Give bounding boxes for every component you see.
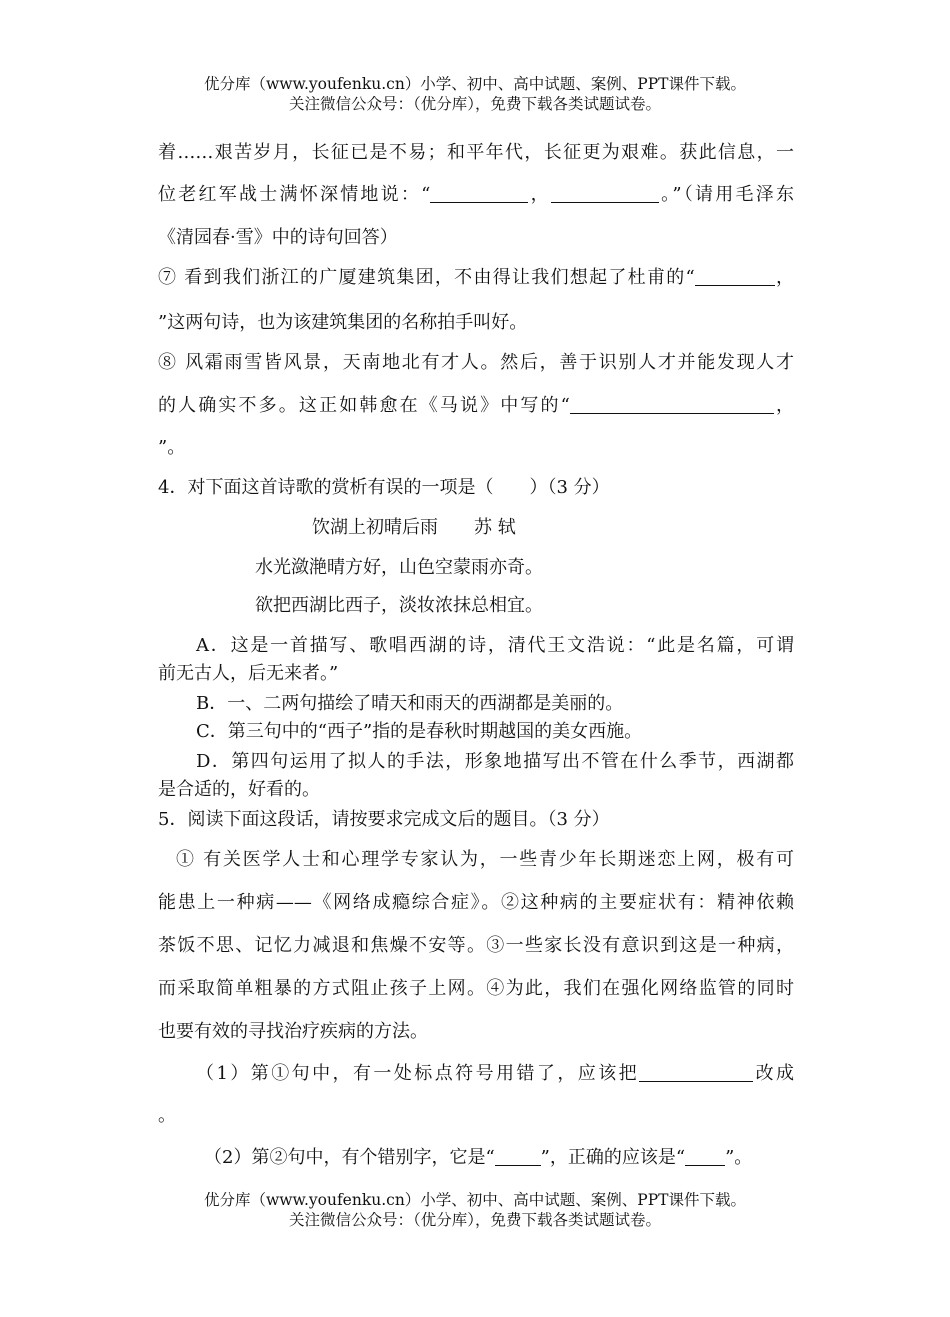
answer-blank[interactable] — [695, 267, 775, 286]
q5-sub2 — [204, 1146, 840, 1170]
item-8-text: 的人确实不多。这正如韩愈在《马说》中写的“ — [158, 395, 570, 416]
q5-paragraph-line-5: 也要有效的寻找治疗疾病的方法。 — [158, 1021, 428, 1042]
q5-sub2-text-c: ”。 — [725, 1147, 753, 1168]
answer-blank[interactable] — [495, 1147, 541, 1166]
q5-sub1-text: （1）第①句中，有一处标点符号用错了，应该把 — [196, 1063, 640, 1084]
item-7-comma: ， — [774, 267, 795, 288]
footer-line-1: 优分库（www.youfenku.cn）小学、初中、高中试题、案例、PPT课件下载。 — [203, 1191, 747, 1209]
answer-blank[interactable] — [570, 395, 774, 414]
header-line-1: 优分库（www.youfenku.cn）小学、初中、高中试题、案例、PPT课件下载。 — [203, 75, 747, 93]
item-8-line-2 — [158, 394, 794, 418]
poem-line-1: 水光潋滟晴方好，山色空蒙雨亦奇。 — [255, 557, 543, 578]
item-8-line-1: ⑧ 风霜雨雪皆风景，天南地北有才人。然后，善于识别人才并能发现人才 — [158, 352, 794, 373]
item-7-line-2: ”这两句诗，也为该建筑集团的名称拍手叫好。 — [158, 312, 528, 333]
item-8-line-3: ”。 — [158, 437, 186, 458]
answer-blank[interactable] — [551, 184, 659, 203]
q5-paragraph-line-2: 能患上一种病——《网络成瘾综合症》。②这种病的主要症状有：精神依赖 — [158, 892, 794, 913]
page-header — [0, 74, 950, 114]
q5-sub2-text-b: ”，正确的应该是“ — [540, 1147, 686, 1168]
q3-line-1: 着……艰苦岁月，长征已是不易；和平年代，长征更为艰难。获此信息，一 — [158, 142, 794, 163]
option-a-line-2: 前无古人，后无来者。” — [158, 663, 339, 684]
option-d-line-2: 是合适的，好看的。 — [158, 779, 320, 800]
answer-blank[interactable] — [430, 184, 528, 203]
item-8-comma: ， — [773, 395, 795, 416]
q3-line-2 — [158, 183, 794, 207]
q3-line-3: 《清园春·雪》中的诗句回答） — [158, 227, 398, 248]
option-b: B．一、二两句描绘了晴天和雨天的西湖都是美丽的。 — [196, 693, 624, 714]
footer-line-2: 关注微信公众号：（优分库），免费下载各类试题试卷。 — [288, 1211, 661, 1229]
q5-stem: 5．阅读下面这段话，请按要求完成文后的题目。（3 分） — [158, 809, 610, 830]
q4-stem: 4．对下面这首诗歌的赏析有误的一项是（ ）（3 分） — [158, 477, 610, 498]
option-a-line-1: A．这是一首描写、歌唱西湖的诗，清代王文浩说：“此是名篇，可谓 — [196, 635, 794, 656]
q5-paragraph-line-1: ① 有关医学人士和心理学专家认为，一些青少年长期迷恋上网，极有可 — [176, 849, 794, 870]
answer-blank[interactable] — [639, 1063, 753, 1082]
q5-sub2-text-a: （2）第②句中，有个错别字，它是“ — [204, 1147, 495, 1168]
q5-sub1-text-b: 改成 — [753, 1063, 795, 1084]
q5-sub1-line-2: 。 — [158, 1105, 176, 1126]
item-7-line-1 — [158, 266, 794, 290]
q5-paragraph-line-3: 茶饭不思、记忆力减退和焦燥不安等。③一些家长没有意识到这是一种病， — [158, 935, 794, 956]
poem-line-2: 欲把西湖比西子，淡妆浓抹总相宜。 — [255, 595, 543, 616]
q5-sub1-line-1 — [196, 1062, 794, 1086]
q5-paragraph-line-4: 而采取简单粗暴的方式阻止孩子上网。④为此，我们在强化网络监管的同时 — [158, 978, 794, 999]
option-d-line-1: D．第四句运用了拟人的手法，形象地描写出不管在什么季节，西湖都 — [196, 751, 794, 772]
q3-line-2-text-c: 。”（请用毛泽东 — [658, 184, 795, 205]
option-c: C．第三句中的“西子”指的是春秋时期越国的美女西施。 — [196, 721, 643, 742]
page-footer — [0, 1190, 950, 1230]
item-7-text: ⑦ 看到我们浙江的广厦建筑集团，不由得让我们想起了杜甫的“ — [158, 267, 695, 288]
header-line-2: 关注微信公众号：（优分库），免费下载各类试题试卷。 — [288, 95, 661, 113]
answer-blank[interactable] — [685, 1147, 725, 1166]
poem-title: 饮湖上初晴后雨 苏 轼 — [312, 517, 516, 538]
q3-line-2-text-b: ， — [528, 184, 551, 205]
q3-line-2-text-a: 位老红军战士满怀深情地说：“ — [158, 184, 431, 205]
